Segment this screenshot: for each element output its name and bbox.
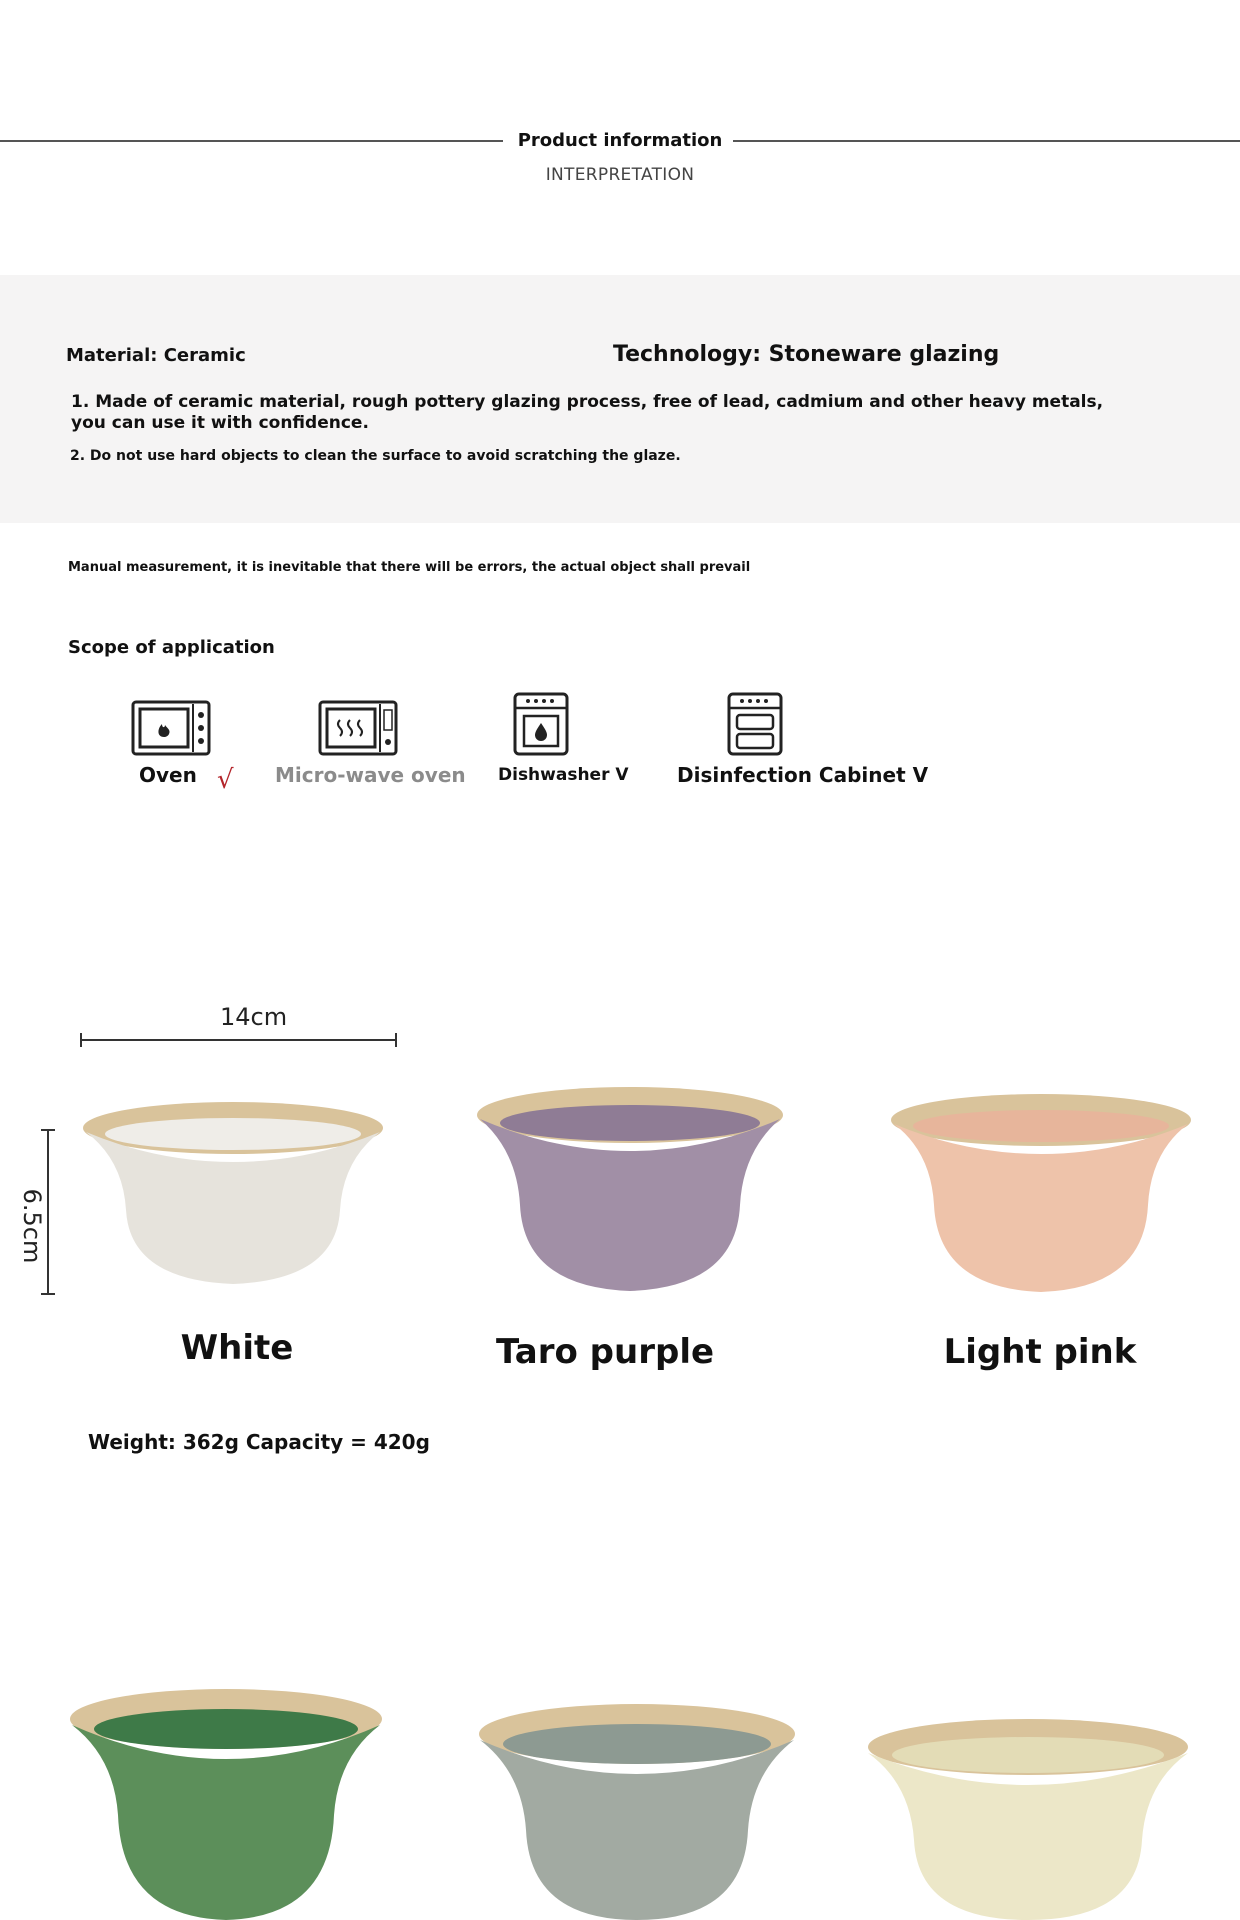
material-text: Material: Ceramic: [66, 345, 246, 366]
color-label-taro-purple: Taro purple: [495, 1332, 715, 1372]
bowl-cream: [862, 1715, 1194, 1920]
color-label-light-pink: Light pink: [943, 1332, 1137, 1372]
color-label-white: White: [180, 1328, 294, 1368]
microwave-icon: [318, 700, 398, 756]
bowl-grey-green: [474, 1700, 800, 1920]
note-2: 2. Do not use hard objects to clean the surface to avoid scratching the glaze.: [70, 448, 681, 464]
bowl-white: [78, 1100, 388, 1290]
width-dimension-label: 14cm: [220, 1003, 288, 1031]
bowl-light-pink: [886, 1090, 1196, 1295]
bowl-taro-purple: [472, 1085, 788, 1295]
scope-title: Scope of application: [68, 637, 275, 658]
section-title: Product information: [517, 130, 723, 151]
scope-label-microwave: Micro-wave oven: [275, 763, 466, 787]
note-1-line-1: 1. Made of ceramic material, rough pottery glazing process, free of lead, cadmium and other heavy metals,: [71, 392, 1104, 412]
dishwasher-icon: [513, 692, 569, 756]
section-subtitle: INTERPRETATION: [545, 165, 695, 185]
note-1-line-2: you can use it with confidence.: [71, 413, 369, 433]
scope-label-disinfection: Disinfection Cabinet V: [677, 763, 929, 787]
technology-text: Technology: Stoneware glazing: [613, 342, 1000, 367]
width-dimension-line: [78, 1030, 400, 1050]
height-dimension-label: 6.5cm: [18, 1188, 46, 1264]
check-mark: √: [217, 765, 234, 795]
scope-label-oven: Oven: [139, 763, 197, 787]
scope-label-dishwasher: Dishwasher V: [498, 765, 629, 785]
weight-capacity: Weight: 362g Capacity = 420g: [88, 1430, 430, 1454]
disinfection-cabinet-icon: [727, 692, 783, 756]
oven-icon: [131, 700, 211, 756]
bowl-green: [66, 1685, 386, 1920]
measurement-note: Manual measurement, it is inevitable that there will be errors, the actual object shall prevail: [68, 560, 751, 575]
